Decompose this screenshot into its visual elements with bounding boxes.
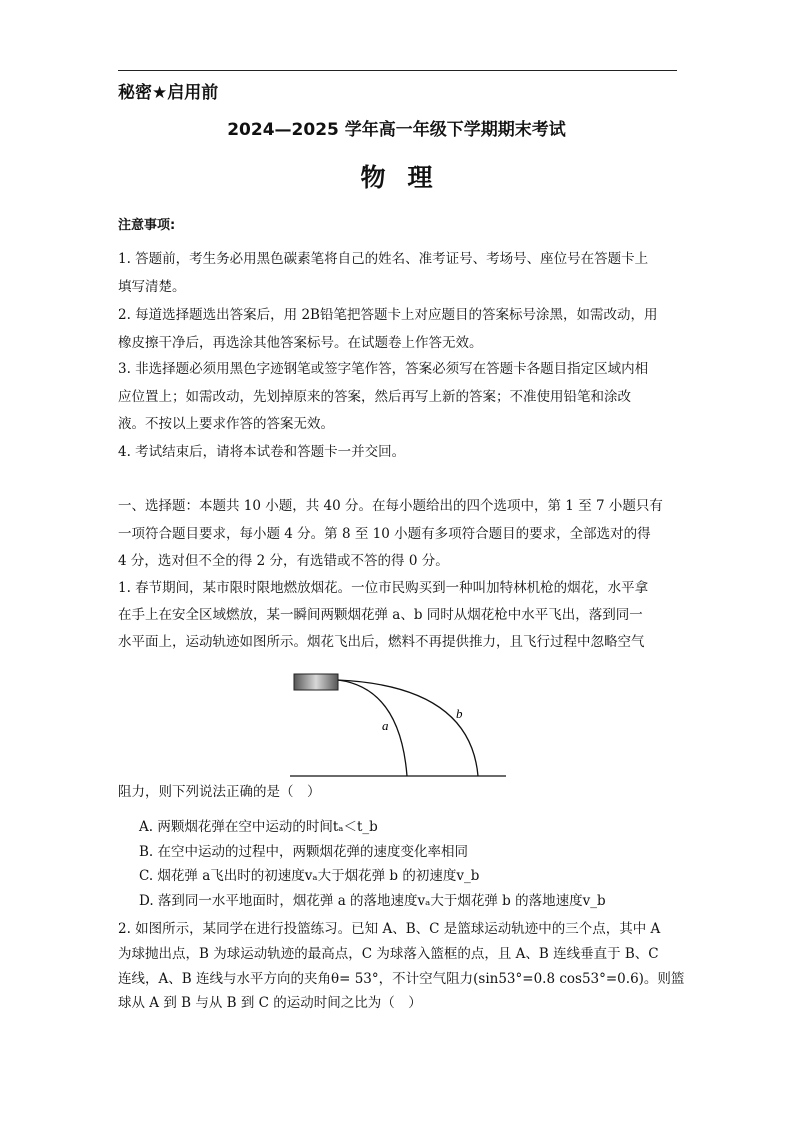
trajectory-b <box>338 680 478 776</box>
section-instruction: 一项符合题目要求，每小题 4 分。第 8 至 10 小题有多项符合题目的要求，全部选对的得 <box>118 526 651 542</box>
exam-title: 2024—2025 学年高一年级下学期期末考试 <box>227 120 566 140</box>
q1-stem: 在手上在安全区域燃放，某一瞬间两颗烟花弹 a、b 同时从烟花枪中水平飞出，落到同一 <box>118 607 643 623</box>
q1-option-b: B. 在空中运动的过程中，两颗烟花弹的速度变化率相同 <box>139 844 469 860</box>
trajectory-a <box>338 680 407 776</box>
q2-stem: 连线，A、B 连线与水平方向的夹角θ= 53°，不计空气阻力(sin53°=0.8 cos53°=0.6)。则篮 <box>118 971 685 987</box>
notice-line: 3. 非选择题必须用黑色字迹钢笔或签字笔作答，答案必须写在答题卡各题目指定区域内相 <box>118 361 649 377</box>
header-rule <box>118 70 677 71</box>
q2-stem: 2. 如图所示，某同学在进行投篮练习。已知 A、B、C 是篮球运动轨迹中的三个点，其中 A <box>118 921 661 937</box>
notice-line: 2. 每道选择题选出答案后，用 2B铅笔把答题卡上对应题目的答案标号涂黑，如需改动，用 <box>118 307 658 323</box>
q1-option-c: C. 烟花弹 a飞出时的初速度vₐ大于烟花弹 b 的初速度v_b <box>139 868 480 884</box>
notice-line: 4. 考试结束后，请将本试卷和答题卡一并交回。 <box>118 444 406 460</box>
firework-gun <box>294 674 338 690</box>
label-b: b <box>456 706 463 721</box>
notice-line: 液。不按以上要求作答的答案无效。 <box>118 416 334 432</box>
fireworks-trajectory-figure <box>280 668 520 786</box>
notice-heading: 注意事项: <box>118 218 176 233</box>
notice-line: 橡皮擦干净后，再选涂其他答案标号。在试题卷上作答无效。 <box>118 335 483 351</box>
secret-label: 秘密★启用前 <box>118 83 219 103</box>
notice-line: 应位置上；如需改动，先划掉原来的答案，然后再写上新的答案；不准使用铅笔和涂改 <box>118 389 631 405</box>
q1-stem-tail: 阻力，则下列说法正确的是（ ） <box>118 784 321 800</box>
section-instruction: 一、选择题：本题共 10 小题，共 40 分。在每小题给出的四个选项中，第 1 至 7 小题只有 <box>118 498 663 514</box>
q2-stem: 为球抛出点，B 为球运动轨迹的最高点，C 为球落入篮框的点，且 A、B 连线垂直于 B、C <box>118 946 659 962</box>
q1-option-a: A. 两颗烟花弹在空中运动的时间tₐ＜t_b <box>139 819 378 835</box>
label-a: a <box>382 718 389 733</box>
notice-line: 填写清楚。 <box>118 279 186 295</box>
notice-line: 1. 答题前，考生务必用黑色碳素笔将自己的姓名、准考证号、考场号、座位号在答题卡上 <box>118 251 649 267</box>
q1-stem: 1. 春节期间，某市限时限地燃放烟花。一位市民购买到一种叫加特林机枪的烟花，水平拿 <box>118 580 649 596</box>
q1-option-d: D. 落到同一水平地面时，烟花弹 a 的落地速度vₐ大于烟花弹 b 的落地速度v_b <box>139 893 606 909</box>
q2-stem: 球从 A 到 B 与从 B 到 C 的运动时间之比为（ ） <box>118 995 422 1011</box>
section-instruction: 4 分，选对但不全的得 2 分，有选错或不答的得 0 分。 <box>118 553 449 569</box>
subject-title: 物理 <box>360 163 455 192</box>
q1-stem: 水平面上，运动轨迹如图所示。烟花飞出后，燃料不再提供推力，且飞行过程中忽略空气 <box>118 634 645 650</box>
